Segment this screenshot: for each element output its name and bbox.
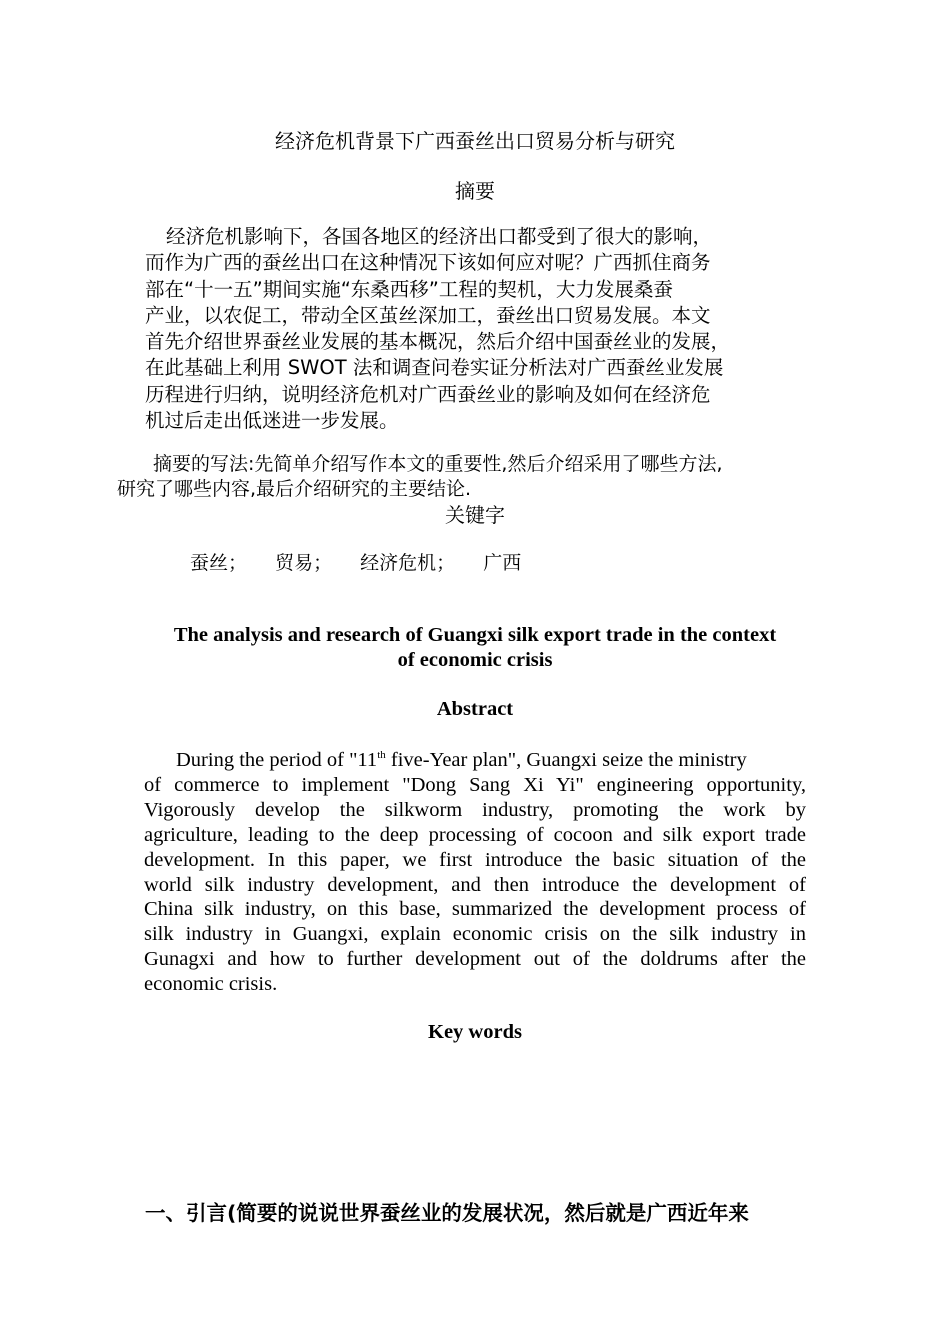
superscript: th <box>377 749 386 761</box>
abstract-zh-line: 经济危机影响下，各国各地区的经济出口都受到了很大的影响， <box>166 225 713 248</box>
english-title-line: of economic crisis <box>397 649 553 671</box>
abstract-heading-zh: 摘要 <box>455 179 495 203</box>
abstract-en-line: agriculture, leading to the deep processing of cocoon and silk export trade <box>144 823 806 846</box>
english-title-line: The analysis and research of Guangxi silk export trade in the context <box>173 624 777 646</box>
abstract-zh-line: 首先介绍世界蚕丝业发展的基本概况，然后介绍中国蚕丝业的发展， <box>145 330 731 354</box>
abstract-en-text: five-Year plan", Guangxi seize the ministry <box>385 749 747 771</box>
abstract-en-line: silk industry in Guangxi, explain economic crisis on the silk industry in <box>144 923 806 946</box>
keywords-heading-en: Key words <box>428 1021 522 1043</box>
abstract-en-line: Vigorously develop the silkworm industry, promoting the work by <box>144 798 806 821</box>
keywords-zh <box>190 548 543 575</box>
chinese-title: 经济危机背景下广西蚕丝出口贸易分析与研究 <box>275 129 675 153</box>
intro-heading: 一、引言(简要的说说世界蚕丝业的发展状况，然后就是广西近年来 <box>145 1201 749 1225</box>
keyword: 广西 <box>483 552 522 574</box>
abstract-zh-line: 机过后走出低迷进一步发展。 <box>145 409 399 433</box>
abstract-en-line: of commerce to implement "Dong Sang Xi Yi" engineering opportunity, <box>144 773 806 796</box>
abstract-en-line: development. In this paper, we first introduce the basic situation of the <box>144 848 806 871</box>
abstract-zh-line: 历程进行归纳，说明经济危机对广西蚕丝业的影响及如何在经济危 <box>145 382 711 406</box>
keyword: 经济危机； <box>360 552 456 574</box>
abstract-zh-line: 而作为广西的蚕丝出口在这种情况下该如何应对呢？广西抓住商务 <box>145 251 711 275</box>
writing-note-line: 研究了哪些内容,最后介绍研究的主要结论. <box>117 478 472 500</box>
abstract-en-line <box>144 748 806 773</box>
abstract-zh-line: 部在“十一五”期间实施“东桑西移”工程的契机，大力发展桑蚕 <box>145 277 673 301</box>
abstract-zh <box>145 224 810 434</box>
abstract-en-line: China silk industry, on this base, summarized the development process of <box>144 898 806 921</box>
english-title <box>0 623 950 673</box>
writing-note-line: 摘要的写法:先简单介绍写作本文的重要性,然后介绍采用了哪些方法, <box>153 453 723 475</box>
abstract-heading-en: Abstract <box>436 698 514 720</box>
keyword: 贸易； <box>275 552 333 574</box>
abstract-zh-line: 产业，以农促工，带动全区茧丝深加工，蚕丝出口贸易发展。本文 <box>145 303 711 327</box>
abstract-en-line: Gunagxi and how to further development out of the doldrums after the <box>144 948 806 971</box>
keyword: 蚕丝； <box>190 552 248 574</box>
abstract-en-line: economic crisis. <box>144 973 278 996</box>
abstract-en-line: world silk industry development, and then introduce the development of <box>144 873 806 896</box>
abstract-en <box>144 748 806 997</box>
keywords-heading-zh: 关键字 <box>445 503 505 527</box>
abstract-en-text: During the period of "11 <box>176 749 378 771</box>
abstract-zh-line: 在此基础上利用 SWOT 法和调查问卷实证分析法对广西蚕丝业发展 <box>145 356 724 380</box>
